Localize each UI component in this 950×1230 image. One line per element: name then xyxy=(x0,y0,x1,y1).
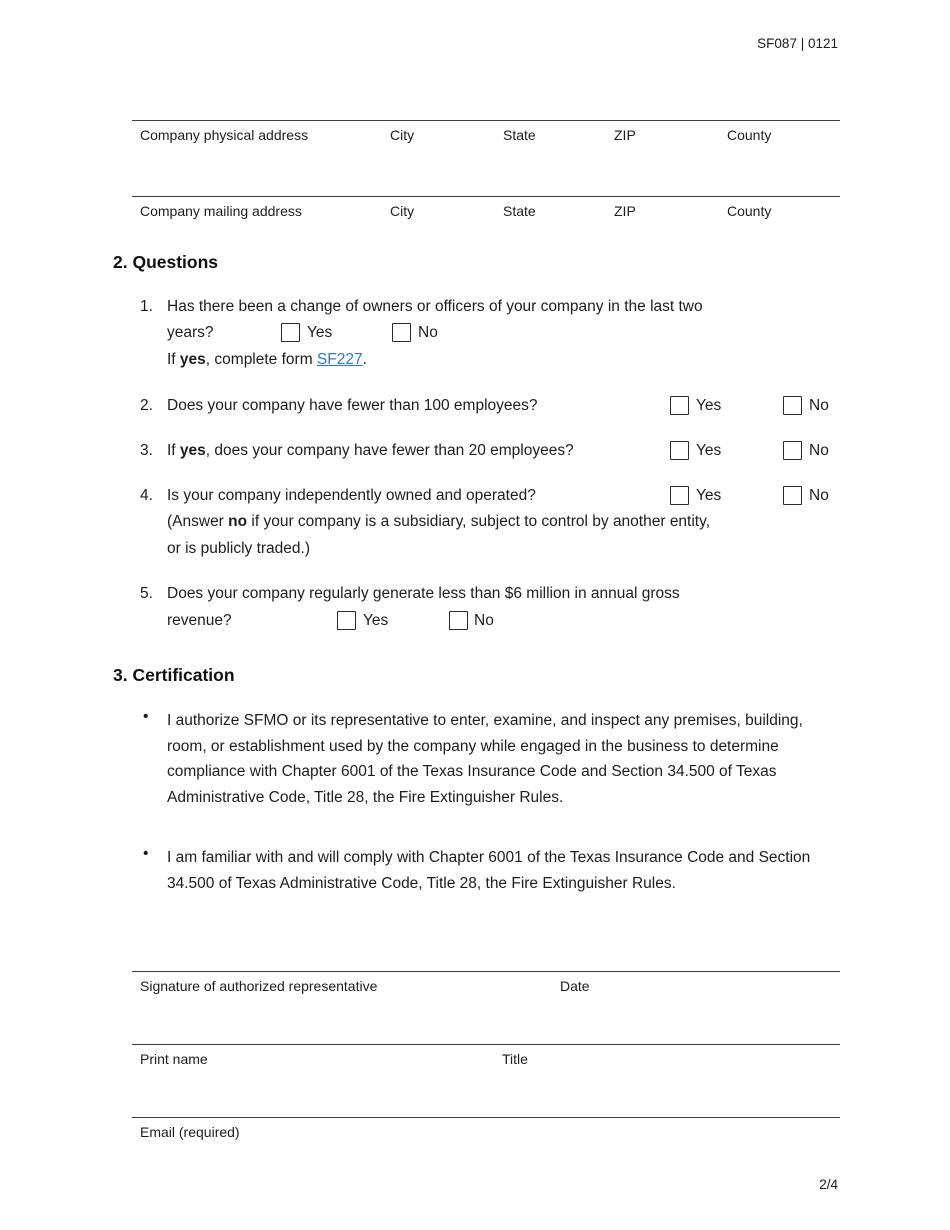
q5-yes-label: Yes xyxy=(363,612,389,629)
q1-text-line1: Has there been a change of owners or officers of your company in the last two xyxy=(167,298,703,315)
q2-number: 2. xyxy=(140,397,153,414)
sf227-link[interactable]: SF227 xyxy=(316,351,363,368)
q5-text-line2: revenue? xyxy=(167,612,232,629)
q1-no-label: No xyxy=(418,324,438,341)
physical-address-line xyxy=(132,120,840,121)
certification-bullet-1: I authorize SFMO or its representative to enter, examine, and inspect any premises, building, room, or establishment used by the company while engaged in the business to determine compliance with Chapter 6001 of the Texas Insurance Code and Section 34.500 of Texas Administrative Code, Title 28, the Fire Extinguisher Rules. xyxy=(167,712,803,806)
mailing-state-label: State xyxy=(503,203,536,219)
q4-note-line1 xyxy=(167,511,710,533)
q4-yes-checkbox[interactable] xyxy=(670,486,689,505)
q1-no-checkbox[interactable] xyxy=(392,323,411,342)
q3-no-checkbox[interactable] xyxy=(783,441,802,460)
physical-state-label: State xyxy=(503,127,536,143)
signature-label: Signature of authorized representative xyxy=(140,978,378,994)
physical-city-label: City xyxy=(390,127,415,143)
q1-note-bold: yes xyxy=(179,351,206,368)
q1-yes-label: Yes xyxy=(307,324,333,341)
q4-note-line1-suffix: if your company is a subsidiary, subject to control by another entity, xyxy=(247,513,711,530)
q3-number: 3. xyxy=(140,442,153,459)
certification-bullet-2: I am familiar with and will comply with Chapter 6001 of the Texas Insurance Code and Section 34.500 of Texas Administrative Code, Title 28, the Fire Extinguisher Rules. xyxy=(167,849,811,892)
bullet-marker-2: • xyxy=(143,845,149,862)
q3-text xyxy=(167,440,574,462)
q5-number: 5. xyxy=(140,585,153,602)
q5-no-label: No xyxy=(474,612,494,629)
q4-no-label: No xyxy=(809,487,829,504)
q1-yes-checkbox[interactable] xyxy=(281,323,300,342)
bullet-marker-1: • xyxy=(143,708,149,725)
page-number: 2/4 xyxy=(819,1177,838,1192)
questions-section-heading: 2. Questions xyxy=(113,252,219,272)
physical-zip-label: ZIP xyxy=(614,127,636,143)
q1-note-prefix: If xyxy=(167,351,180,368)
q3-suffix: , does your company have fewer than 20 employees? xyxy=(205,442,574,459)
email-line[interactable] xyxy=(132,1117,840,1118)
q5-no-checkbox[interactable] xyxy=(449,611,468,630)
q3-prefix: If xyxy=(167,442,180,459)
mailing-address-label: Company mailing address xyxy=(140,203,302,219)
q1-note-mid: , complete form xyxy=(205,351,317,368)
q4-no-checkbox[interactable] xyxy=(783,486,802,505)
q4-yes-label: Yes xyxy=(696,487,722,504)
q3-yes-checkbox[interactable] xyxy=(670,441,689,460)
print-name-line[interactable] xyxy=(132,1044,840,1045)
print-name-label: Print name xyxy=(140,1051,208,1067)
mailing-address-line xyxy=(132,196,840,197)
q5-text-line1: Does your company regularly generate less than $6 million in annual gross xyxy=(167,585,680,602)
q4-note-bold: no xyxy=(228,513,248,530)
q2-no-checkbox[interactable] xyxy=(783,396,802,415)
signature-line[interactable] xyxy=(132,971,840,972)
q5-yes-checkbox[interactable] xyxy=(337,611,356,630)
q3-yes-label: Yes xyxy=(696,442,722,459)
q4-number: 4. xyxy=(140,487,153,504)
q3-bold: yes xyxy=(179,442,206,459)
mailing-city-label: City xyxy=(390,203,415,219)
q1-note xyxy=(167,349,367,371)
q3-no-label: No xyxy=(809,442,829,459)
q2-no-label: No xyxy=(809,397,829,414)
form-code: SF087 | 0121 xyxy=(757,36,838,51)
email-label: Email (required) xyxy=(140,1124,240,1140)
q1-number: 1. xyxy=(140,298,153,315)
q1-text-line2: years? xyxy=(167,324,214,341)
q4-text: Is your company independently owned and operated? xyxy=(167,487,536,504)
date-label: Date xyxy=(560,978,590,994)
title-label: Title xyxy=(502,1051,528,1067)
q2-yes-checkbox[interactable] xyxy=(670,396,689,415)
q1-note-suffix: . xyxy=(362,351,367,368)
q4-note-line2: or is publicly traded.) xyxy=(167,540,311,557)
certification-section-heading: 3. Certification xyxy=(113,665,235,685)
q2-yes-label: Yes xyxy=(696,397,722,414)
mailing-county-label: County xyxy=(727,203,772,219)
q4-note-prefix: (Answer xyxy=(167,513,229,530)
mailing-zip-label: ZIP xyxy=(614,203,636,219)
q2-text: Does your company have fewer than 100 employees? xyxy=(167,397,538,414)
physical-county-label: County xyxy=(727,127,772,143)
physical-address-label: Company physical address xyxy=(140,127,309,143)
